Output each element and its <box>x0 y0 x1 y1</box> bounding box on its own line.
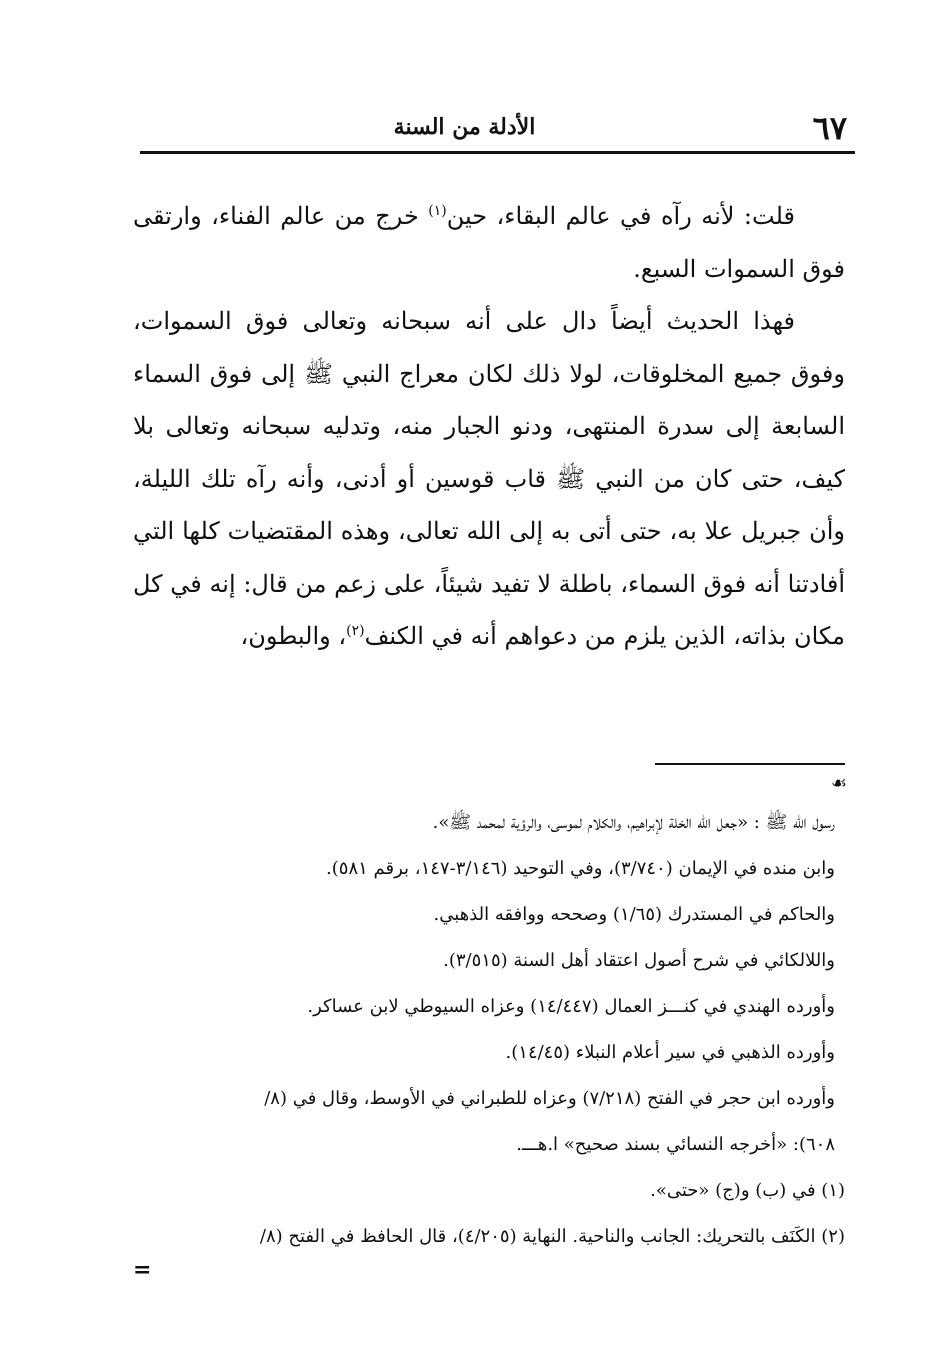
footnote-ref-1: (١) <box>428 203 447 219</box>
main-text <box>133 190 845 663</box>
paragraph-1 <box>133 190 845 295</box>
footnote-continued-line: رسول الله ﷺ : «جعل الله الخلة لإبراهيم، والكلام لموسى، والرؤية لمحمد ﷺ». <box>432 812 835 833</box>
footnote-continued-line: وأورده ابن حجر في الفتح (٧/٢١٨) وعزاه للطبراني في الأوسط، وقال في (٨/ <box>264 1088 835 1109</box>
footnote-continued-line: ٦٠٨): «أخرجه النسائي بسند صحيح» ا.هـــ. <box>516 1134 835 1155</box>
footnote-continued-line: وأورده الذهبي في سير أعلام النبلاء (١٤/٤٥). <box>505 1042 835 1063</box>
footnote-1: (١) في (ب) و(ج) «حتى». <box>650 1180 845 1201</box>
continuation-mark-icon: ☙ <box>830 773 847 794</box>
paragraph-1-text-b: خرج من عالم الفناء، وارتقى فوق السموات السبع. <box>133 202 845 283</box>
running-title: الأدلة من السنة <box>393 114 536 140</box>
footnote-ref-2: (٢) <box>346 623 365 639</box>
footnotes <box>133 800 845 1260</box>
paragraph-2 <box>133 295 845 663</box>
paragraph-2-text-b: ، والبطون، <box>240 622 347 650</box>
footnote-continued-line: وأورده الهندي في كنـــز العمال (١٤/٤٤٧) وعزاه السيوطي لابن عساكر. <box>307 996 835 1017</box>
header-rule <box>140 151 855 154</box>
footnote-continued-line: وابن منده في الإيمان (٣/٧٤٠)، وفي التوحيد (٣/١٤٦-١٤٧، برقم ٥٨١). <box>326 858 835 879</box>
page-number: ٦٧ <box>812 109 847 147</box>
footnote-rule <box>655 763 845 765</box>
footnote-continued-line: والحاكم في المستدرك (١/٦٥) وصححه ووافقه الذهبي. <box>433 904 835 925</box>
paragraph-1-text-a: قلت: لأنه رآه في عالم البقاء، حين <box>446 202 796 230</box>
footnote-continues-mark: = <box>133 1257 152 1283</box>
footnote-continued-line: واللالكائي في شرح أصول اعتقاد أهل السنة (٣/٥١٥). <box>443 950 835 971</box>
footnote-2: (٢) الكَنَف بالتحريك: الجانب والناحية. النهاية (٤/٢٠٥)، قال الحافظ في الفتح (٨/ <box>259 1226 845 1247</box>
paragraph-2-text-a: فهذا الحديث أيضاً دال على أنه سبحانه وتعالى فوق السموات، وفوق جميع المخلوقات، لولا ذلك لكان معراج النبي ﷺ إلى فوق السماء السابعة إلى سدرة المنتهى، ودنو الجبار منه، وتدليه سبحانه وتعالى بلا كيف، حتى كان من النبي ﷺ قاب قوسين أو أدنى، وأنه رآه تلك الليلة، وأن جبريل علا به، حتى أتى به إلى الله تعالى، وهذه المقتضيات كلها التي أفادتنا أنه فوق السماء، باطلة لا تفيد شيئاً، على زعم من قال: إنه في كل مكان بذاته، الذين يلزم من دعواهم أنه في الكنف <box>133 307 846 650</box>
